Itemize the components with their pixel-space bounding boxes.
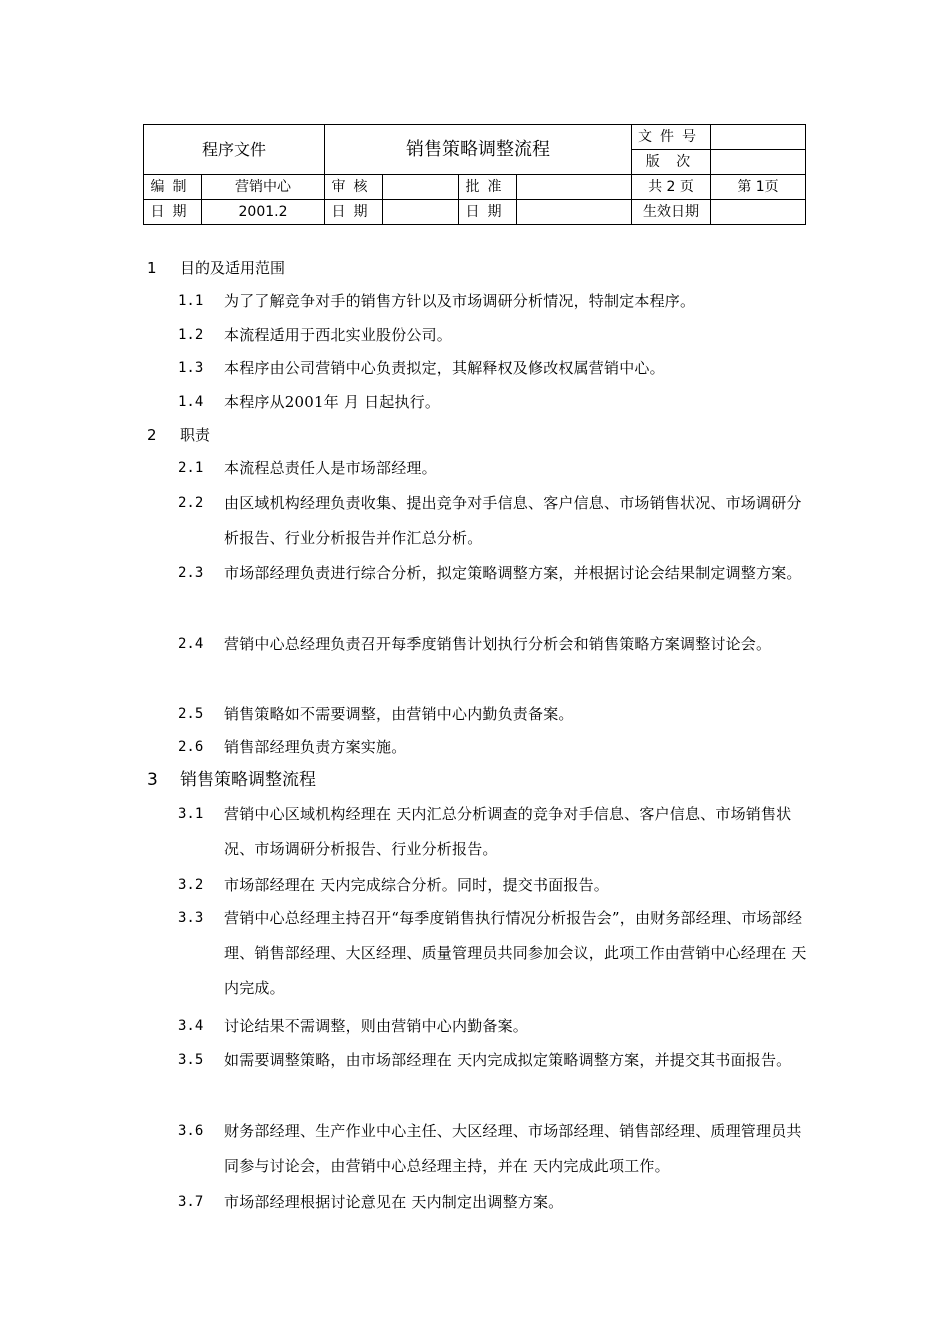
approve-label: 批准 — [459, 175, 517, 200]
list-item — [178, 730, 808, 765]
item-text: 市场部经理负责进行综合分析，拟定策略调整方案，并根据讨论会结果制定调整方案。 — [224, 564, 802, 582]
section-number: 2 — [147, 426, 157, 444]
item-text: 本程序从2001年 月 日起执行。 — [224, 393, 441, 411]
item-text: 讨论结果不需调整，则由营销中心内勤备案。 — [224, 1017, 529, 1035]
item-text: 市场部经理在 天内完成综合分析。同时，提交书面报告。 — [224, 876, 609, 894]
item-number: 1.1 — [178, 293, 204, 309]
review-label: 审核 — [325, 175, 383, 200]
item-text: 营销中心总经理负责召开每季度销售计划执行分析会和销售策略方案调整讨论会。 — [224, 635, 772, 653]
item-number: 3.2 — [178, 877, 204, 893]
list-item — [178, 697, 808, 732]
item-number: 3.3 — [178, 910, 204, 926]
doc-type: 程序文件 — [144, 125, 325, 175]
item-number: 2.6 — [178, 739, 204, 755]
item-text: 由区域机构经理负责收集、提出竞争对手信息、客户信息、市场销售状况、市场调研分析报告、行业分析报告并作汇总分析。 — [224, 494, 802, 547]
item-text: 市场部经理根据讨论意见在 天内制定出调整方案。 — [224, 1193, 564, 1211]
list-item — [178, 284, 808, 319]
version-label: 版 次 — [632, 150, 711, 175]
approve-value — [517, 175, 632, 200]
item-number: 2.4 — [178, 636, 204, 652]
list-item — [178, 1043, 808, 1078]
list-item — [178, 351, 808, 386]
list-item — [178, 627, 808, 662]
section-title: 销售策略调整流程 — [180, 770, 316, 790]
item-number: 3.1 — [178, 806, 204, 822]
effective-date-label: 生效日期 — [632, 200, 711, 225]
item-number: 3.7 — [178, 1194, 204, 1210]
date-value-1: 2001.2 — [202, 200, 325, 225]
list-item — [178, 868, 808, 903]
item-text: 营销中心总经理主持召开“每季度销售执行情况分析报告会”，由财务部经理、市场部经理、销售部经理、大区经理、质量管理员共同参加会议，此项工作由营销中心经理在 天内完成。 — [224, 909, 807, 997]
item-number: 3.6 — [178, 1123, 204, 1139]
compile-value: 营销中心 — [202, 175, 325, 200]
list-item — [178, 318, 808, 353]
review-value — [383, 175, 459, 200]
effective-date-value — [711, 200, 806, 225]
item-number: 2.5 — [178, 706, 204, 722]
page-number: 第 1页 — [711, 175, 806, 200]
section-number: 1 — [147, 259, 157, 277]
list-item — [178, 556, 808, 591]
list-item — [178, 901, 808, 1006]
header-table — [143, 124, 806, 225]
list-item — [178, 451, 808, 486]
file-no-value — [711, 125, 806, 150]
item-text: 本流程适用于西北实业股份公司。 — [224, 326, 453, 344]
section-number: 3 — [147, 770, 158, 790]
list-item — [178, 797, 808, 867]
item-text: 销售策略如不需要调整，由营销中心内勤负责备案。 — [224, 705, 574, 723]
list-item — [178, 1114, 808, 1184]
version-value — [711, 150, 806, 175]
date-value-3 — [517, 200, 632, 225]
item-number: 1.2 — [178, 327, 204, 343]
list-item — [178, 1185, 808, 1220]
item-number: 3.4 — [178, 1018, 204, 1034]
item-text: 财务部经理、生产作业中心主任、大区经理、市场部经理、销售部经理、质理管理员共同参与讨论会，由营销中心总经理主持，并在 天内完成此项工作。 — [224, 1122, 802, 1175]
item-text: 本流程总责任人是市场部经理。 — [224, 459, 437, 477]
date-label-1: 日期 — [144, 200, 202, 225]
list-item — [178, 486, 808, 556]
date-label-3: 日期 — [459, 200, 517, 225]
item-number: 3.5 — [178, 1052, 204, 1068]
item-number: 2.3 — [178, 565, 204, 581]
list-item — [178, 385, 808, 420]
date-value-2 — [383, 200, 459, 225]
item-text: 如需要调整策略，由市场部经理在 天内完成拟定策略调整方案，并提交其书面报告。 — [224, 1051, 792, 1069]
section-title: 目的及适用范围 — [180, 259, 286, 277]
item-text: 销售部经理负责方案实施。 — [224, 738, 407, 756]
section-title: 职责 — [180, 426, 211, 444]
item-number: 2.2 — [178, 495, 204, 511]
item-text: 为了了解竞争对手的销售方针以及市场调研分析情况，特制定本程序。 — [224, 292, 696, 310]
list-item — [178, 1009, 808, 1044]
date-label-2: 日期 — [325, 200, 383, 225]
item-text: 本程序由公司营销中心负责拟定，其解释权及修改权属营销中心。 — [224, 359, 665, 377]
item-number: 2.1 — [178, 460, 204, 476]
doc-title: 销售策略调整流程 — [325, 125, 632, 175]
total-pages: 共 2 页 — [632, 175, 711, 200]
compile-label: 编制 — [144, 175, 202, 200]
item-number: 1.3 — [178, 360, 204, 376]
item-text: 营销中心区域机构经理在 天内汇总分析调查的竞争对手信息、客户信息、市场销售状况、市场调研分析报告、行业分析报告。 — [224, 805, 792, 858]
file-no-label: 文件号 — [632, 125, 711, 150]
item-number: 1.4 — [178, 394, 204, 410]
